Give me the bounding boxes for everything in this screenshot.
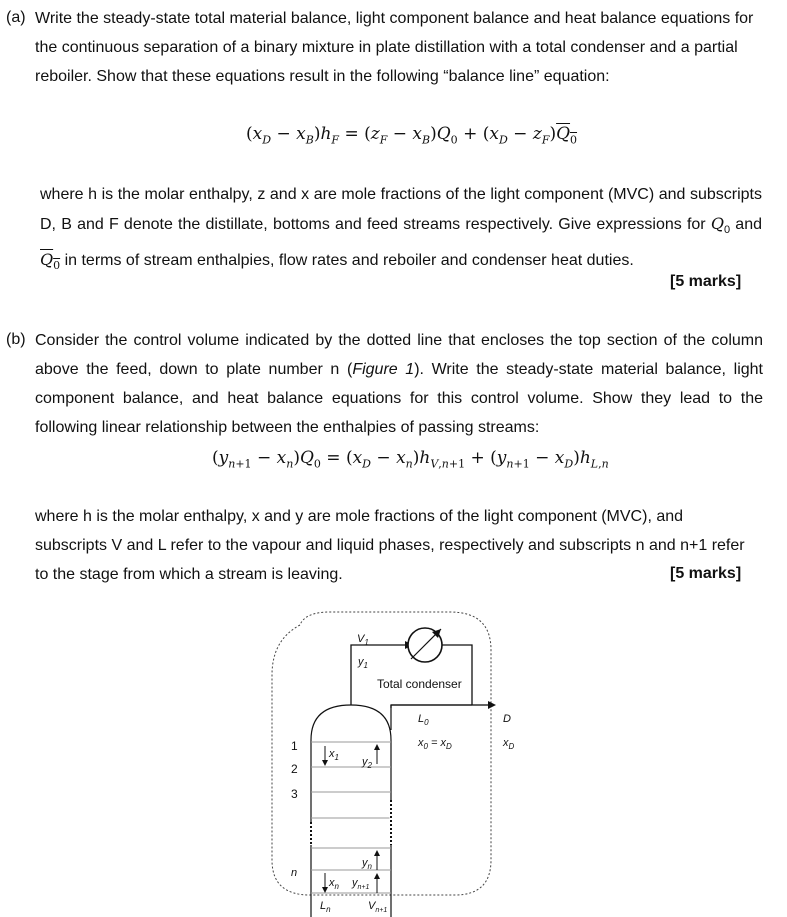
label-l0: $L_0$ [418, 713, 429, 727]
label-v1: $V_1$ [357, 633, 369, 647]
label-x1: $x_1$ [329, 748, 339, 762]
part-a-label: (a) [6, 9, 26, 26]
label-plate-2: 2 [291, 762, 298, 776]
enthalpy-equation: $(y_{n+1} - x_n)Q_0 = (x_D - x_n)h_{V,n+1} + (y_{n+1} - x_D)h_{L,n}$ [212, 448, 609, 471]
label-xd: $x_D$ [503, 737, 515, 751]
label-x0-eq-xd: $x_0 = x_D$ [418, 737, 452, 751]
label-yn: $y_n$ [362, 857, 372, 871]
label-y1: $y_1$ [358, 656, 368, 670]
label-yn1: $y_{n+1}$ [352, 877, 370, 891]
control-volume-boundary [272, 612, 491, 895]
part-b-intro-1: Consider the control volume indicated by the dotted line that encloses the top section of the column above the feed, down to plate number n ( [35, 332, 763, 378]
label-d: D [503, 713, 511, 725]
part-b-label: (b) [6, 331, 26, 348]
label-plate-3: 3 [291, 787, 298, 801]
balance-line-equation: $(x_D - x_B)h_F = (z_F - x_B)Q_0 + (x_D - z_F)Q_0$ [246, 124, 578, 147]
column-dome [311, 705, 391, 740]
part-b-intro-figure: Figure 1 [352, 361, 415, 378]
part-a-intro: Write the steady-state total material balance, light component balance and heat balance equations for the continuous separation of a binary mixture in plate distillation with a total condenser and a partial reboiler. Show that these equations result in the following “balance line” equation: [35, 10, 754, 85]
label-xn: $x_n$ [329, 877, 339, 891]
vapour-overhead-line [351, 645, 405, 705]
part-a-marks: [5 marks] [670, 273, 742, 290]
label-total-condenser: Total condenser [377, 677, 462, 691]
part-b-marks: [5 marks] [670, 565, 742, 582]
label-ln: $L_n$ [320, 900, 331, 914]
part-b-intro-2: ). Write the steady-state material balance, light component balance, and heat balance equations for this control volume. Show they lead to the following linear relationship between the enthalpies of passing streams: [35, 361, 763, 436]
part-a-where: where h is the molar enthalpy, z and x are mole fractions of the light component (MVC) and subscripts D, B and F denote the distillate, bottoms and feed streams respectively. Give expressions for $Q_0$ and $Q_0$ in terms of stream enthalpies, flow rates and reboiler and condenser heat duties. [40, 186, 762, 273]
label-vn1: $V_{n+1}$ [368, 900, 388, 914]
part-b-where: where h is the molar enthalpy, x and y are mole fractions of the light component (MVC), and subscripts V and L refer to the vapour and liquid phases, respectively and subscripts n and n+1 refer to the stage from which a stream is leaving. [35, 508, 745, 583]
part-a-where-1: where h is the molar enthalpy, z and x are mole fractions of the light component (MVC) and subscripts D, B and F denote the distillate, bottoms and feed streams respectively. Give expressions for [40, 186, 762, 233]
part-a-where-2: and [735, 216, 762, 233]
label-plate-1: 1 [291, 739, 298, 753]
label-y2: $y_2$ [362, 756, 372, 770]
label-plate-n: n [291, 867, 298, 879]
part-a-where-3: in terms of stream enthalpies, flow rates and reboiler and condenser heat duties. [64, 252, 634, 270]
